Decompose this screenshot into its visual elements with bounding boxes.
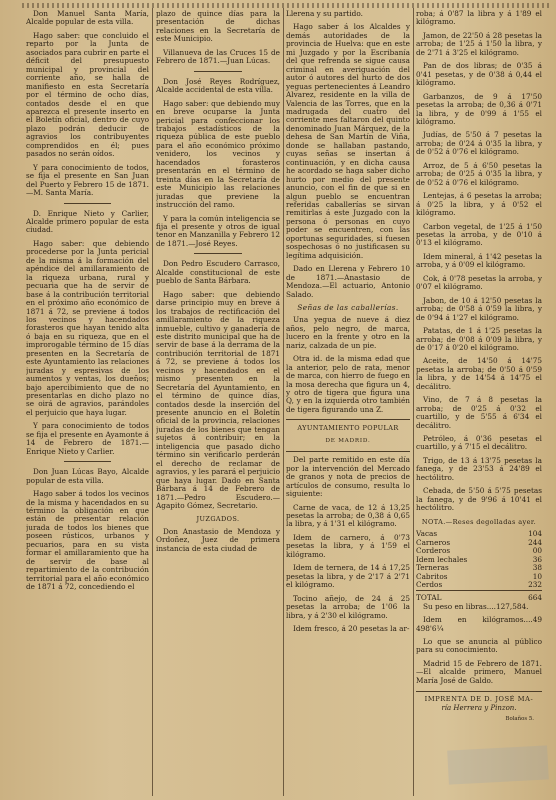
total-value: 664 [520, 590, 542, 602]
top-border-rule [22, 3, 550, 8]
column-rule [413, 8, 414, 796]
row-value: 10 [532, 571, 542, 581]
paragraph: Cok, á 0'78 pesetas la arroba, y 0'07 el kilógramo. [416, 273, 542, 292]
table-total-row [416, 590, 542, 602]
paragraph: Don Juan Lúcas Bayo, Alcalde popular de esta villa. [26, 467, 149, 485]
column-rule [283, 8, 284, 796]
paragraph: roba; á 0'87 la libra y á 1'89 el kilógramo. [416, 10, 542, 27]
paragraph: Otra id. de la misma edad que la anterior, pelo de rata, menor de marca, con hierro de fuego en la mosa derecha que figura un 4, y otro de tigera que figura una Q, y en la izquierda otro también de tigera figurando una Z. [286, 354, 410, 414]
paragraph: Hago saber á todos los vecinos de la misma y hacendados en su término la obligación en que están de presentar relación jurada de todos los bienes que poseen rústicos, urbanos y pecuarios, para en su vista formar el amillaramiento que ha de servir de base al repartimiento de la contribución territorial para el año económico de 1871 á 72, concediendo el [26, 489, 149, 592]
paragraph: Trigo, de 13 á 13'75 pesetas la fanega, y de 23'53 á 24'89 el hectólitro. [416, 455, 542, 482]
printer-imprint: IMPRENTA DE D. JOSÉ MA- [416, 691, 542, 703]
row-label: Cabritos [416, 571, 448, 581]
paragraph: Idem de carnero, á 0'73 pesetas la libra, y á 1'59 el kilógramo. [286, 532, 410, 559]
paragraph: Idem de ternera, de 14 á 17,25 pesetas la libra, y de 2'17 á 2'71 el kilógramo. [286, 563, 410, 590]
paragraph: Hago saber: que debiendo procederse por la Junta pericial de la misma á la formación del apéndice del amillaramiento de la riqueza urbana, rural y pecuaria que ha de servir de base á la contribución territorial en el próximo año económico de 1871 á 72, se previene á todos los vecinos y hacendados forasteros que hayan tenido alta ó baja en su riqueza, que en el improrogable término de 15 días presenten en la Secretaría de este Ayuntamiento las relaciones juradas y espresivas de los aumentos y ventas, los dueños; bajo apercibimiento que de no presentarlas en dicho plazo no se oirá de agravios, parándoles el perjuicio que haya lugar. [26, 238, 149, 417]
paragraph: Cebada, de 5'50 á 5'75 pesetas la fanega, y de 9'96 á 10'41 el hectólitro. [416, 486, 542, 513]
column-2 [156, 10, 280, 796]
paragraph: Hago saber: que debiendo muy en breve ocuparse la Junta pericial para confeccionar los trabajos estadísticos de la riqueza pública de este pueblo para el año económico próximo venidero, los vecinos y hacendados forasteros presentarán en el término de treinta días en la Secretaría de este Municipio las relaciones juradas que previene la instrucción del ramo. [156, 98, 280, 210]
row-value: 244 [528, 537, 542, 547]
section-separator [64, 461, 111, 462]
paragraph: Llerena y su partido. [286, 10, 363, 18]
printer-imprint-name: ría Herrera y Pinzon. [441, 703, 517, 712]
row-label: Corderos [416, 546, 451, 556]
paragraph: Lentejas, á 6 pesetas la arroba; á 0'25 la libra, y á 0'52 el kilógramo. [416, 191, 542, 218]
paragraph: plazo de quince días para la presentación de dichas relaciones en la Secretaría de este Municipio. [156, 10, 280, 44]
paragraph: Hago saber: que debiendo darse principio muy en breve á los trabajos de rectificación del amillaramiento de la riqueza inmueble, cultivo y ganadería de este distrito municipal que ha de servir de base á la derrama de la contribución territorial de 1871 á 72, se previene á todos los vecinos y hacendados en el mismo presenten en la Secretaría del Ayuntamiento, en el término de quince días, contados desde la inserción del presente anuncio en el Boletín oficial de la provincia, relaciones juradas de los bienes que tengan sujetos á contribuir; en la inteligencia que pasado dicho término sin verificarlo perderán el derecho de reclamar de agravios, y les parará el perjuicio que haya lugar. Dado en Santa Bárbara á 14 de Febrero de 1871.—Pedro Escudero.—Agapito Gómez, Secretario. [156, 289, 280, 511]
slaughter-table [416, 530, 542, 603]
paragraph: Carbon vegetal, de 1'25 á 1'50 pesetas la arroba, y de 0'10 á 0'13 el kilógramo. [416, 221, 542, 248]
paragraph: Idem en kilógramos....49 498'6¼ [416, 615, 542, 633]
paragraph: Don Anastasio de Mendoza y Ordoñez, Juez de primera instancia de esta ciudad de [156, 526, 280, 553]
total-label: TOTAL [416, 590, 520, 602]
paragraph: Carne de vaca, de 12 á 13,25 pesetas la arroba; de 0,38 á 0,65 la libra, y á 1'31 el kilógramo. [286, 502, 410, 529]
paragraph: D. Enrique Nieto y Carlier, Alcalde primero popular de esta ciudad. [26, 208, 149, 235]
paragraph: Hago saber: que concluido el reparto por la Junta de asociados para cubrir en parte el déficit del presupuesto municipal y provincial del corriente año, se halla de manifiesto en esta Secretaría por el término de ocho días, contados desde el en que aparezca el presente inserto en el Boletín oficial, dentro de cuyo plazo podrán deducir de agravios los contribuyentes comprendidos en él; pues pasados no serán oídos. [26, 30, 149, 159]
row-value: 232 [528, 580, 542, 590]
paragraph: Del parte remitido en este día por la intervención del Mercado de granos y nota de precios de artículos de consumo, resulta lo siguiente: [286, 455, 410, 499]
section-separator [194, 253, 241, 254]
paragraph: Y para conocimiento de todos, se fija el presente en San Juan del Puerto y Febrero 15 de 1871.—M. Santa María. [26, 162, 149, 198]
paragraph: Madrid 15 de Febrero de 1871.—El alcalde primero, Manuel María José de Galdo. [416, 658, 542, 685]
column-rule [152, 8, 153, 796]
section-heading: JUZGADOS. [196, 515, 240, 524]
paragraph: Idem fresco, á 20 pesetas la ar- [293, 624, 410, 633]
paragraph: Tocino añejo, de 24 á 25 pesetas la arroba; de 1'06 la libra, y á 2'30 el kilógramo. [286, 593, 410, 620]
paragraph: Lo que se anuncia al público para su conocimiento. [416, 636, 542, 655]
paragraph: Y para conocimiento de todos se fija el presente en Ayamonte á 14 de Febrero de 1871.—Enrique Nieto y Carlier. [26, 421, 149, 456]
column-1 [26, 10, 149, 796]
paragraph: Petróleo, á 0'36 pesetas el cuartillo, y á 7'15 el decálitro. [416, 434, 542, 452]
table-title: NOTA.—Reses degolladas ayer. [421, 517, 537, 526]
row-label: Terneras [416, 563, 449, 573]
section-subheading: DE MADRID. [325, 437, 371, 444]
row-label: Carneros [416, 537, 451, 547]
row-label: Vacas [416, 529, 438, 539]
paragraph: Y para la común inteligencia se fija el presente y otros de igual tenor en Manzanilla y Febrero 12 de 1871.—José Reyes. [156, 213, 280, 248]
row-label: Cerdos [416, 580, 443, 590]
row-value: 38 [532, 563, 542, 573]
paragraph: Su peso en libras....127,584. [423, 601, 529, 611]
section-separator [64, 203, 111, 204]
paragraph: Don José Reyes Rodríguez, Alcalde accidental de esta villa. [156, 76, 280, 95]
row-value: 36 [532, 554, 542, 564]
paragraph: Una yegua de nueve á diez años, pelo negro, de marca, lucero en la frente y otro en la nariz, calzada de un pie. [286, 315, 410, 350]
column-3 [286, 10, 410, 796]
table-row [416, 581, 542, 590]
paragraph: Vino, de 7 á 8 pesetas la arroba; de 0'25 á 0'32 el cuartillo, y de 5'55 á 6'34 el decálitro. [416, 395, 542, 430]
paragraph: Patatas, de 1 á 1'25 pesetas la arroba; de 0'08 á 0'09 la libra, y de 0'17 á 0'20 el kilógramo. [416, 326, 542, 352]
paragraph: Garbanzos, de 9 á 17'50 pesetas la arroba; de 0,36 á 0'71 la libra, y de 0'99 á 1'55 el kilógramo. [416, 91, 542, 126]
paragraph: Aceite, de 14'50 á 14'75 pesetas la arroba; de 0'50 á 0'59 la libra, y de 14'54 á 14'75 el decálitro. [416, 356, 542, 391]
paragraph: Don Manuel Santa María, Alcalde popular de esta villa. [26, 10, 149, 27]
paragraph: Idem mineral, á 1'42 pesetas la arroba, y á 0'09 el kilógramo. [416, 251, 542, 270]
paragraph: Don Pedro Escudero Carrasco, Alcalde constitucional de este pueblo de Santa Bárbara. [156, 259, 280, 286]
paragraph: Arroz, de 5 á 6'50 pesetas la arroba; de 0'25 á 0'35 la libra, y de 0'52 á 0'76 el kilógramo. [416, 160, 542, 187]
paragraph: Villanueva de las Cruces 15 de Febrero de 1871.—Juan Lúcas. [156, 47, 280, 66]
row-value: 00 [532, 546, 542, 556]
section-heading: AYUNTAMIENTO POPULAR [297, 424, 399, 433]
column-4 [416, 10, 542, 796]
paragraph: Pan de dos libras; de 0'35 á 0'41 pesetas, y de 0'38 á 0,44 el kilógramo. [416, 61, 542, 88]
section-separator [194, 71, 241, 72]
ayuntamiento-header [286, 419, 410, 452]
paragraph: Judías, de 5'50 á 7 pesetas la arroba; de 0'24 á 0'35 la libra, y de 0'52 á 0'76 el kilógramo. [416, 130, 542, 157]
paragraph: Jabon, de 10 á 12'50 pesetas la arroba; de 0'58 á 0'59 la libra, y de 0'94 á 1'27 el kilógramo. [416, 295, 542, 322]
paragraph: Jamon, de 22'50 á 28 pesetas la arroba; de 1'25 á 1'50 la libra, y de 2'71 á 3'25 el kilógramo. [416, 30, 542, 57]
section-heading: Señas de las caballerías. [297, 302, 399, 312]
row-label: Idem lechales [416, 554, 468, 564]
paragraph: Dado en Llerena y Febrero 10 de 1871.—Anastasio de Mendoza.—El actuario, Antonio Salado. [286, 264, 410, 299]
printer-imprint-address: Bolaños 5. [505, 716, 534, 723]
paragraph: Hago saber á los Alcaldes y demás autoridades de la provincia de Huelva: que en este mi Juzgado y por la Escribanía del que refrenda se sigue causa criminal en averiguación del autor ó autores del hurto de dos yeguas pertenecientes á Leandro Alvarez, residente en la villa de Valencia de las Torres, que en la madrugada del cuatro del corriente mes faltaron del quinto denominado Juan Márquez, de la dehesa de San Martín de Viña, donde se hallaban pastando, cuyas señas se insertan á continuación, y en dicha causa he acordado se haga saber dicho hurto por medio del presente anuncio, con el fin de que si en algun pueblo se encuentran referidas caballerías se sirvan remitirlas á este Juzgado con la persona ó personas en cuyo poder se encuentren, con las oportunas seguridades, si fuesen sospechosas ó no justificasen su legítima adquisición. [286, 22, 410, 260]
row-value: 104 [528, 529, 542, 539]
